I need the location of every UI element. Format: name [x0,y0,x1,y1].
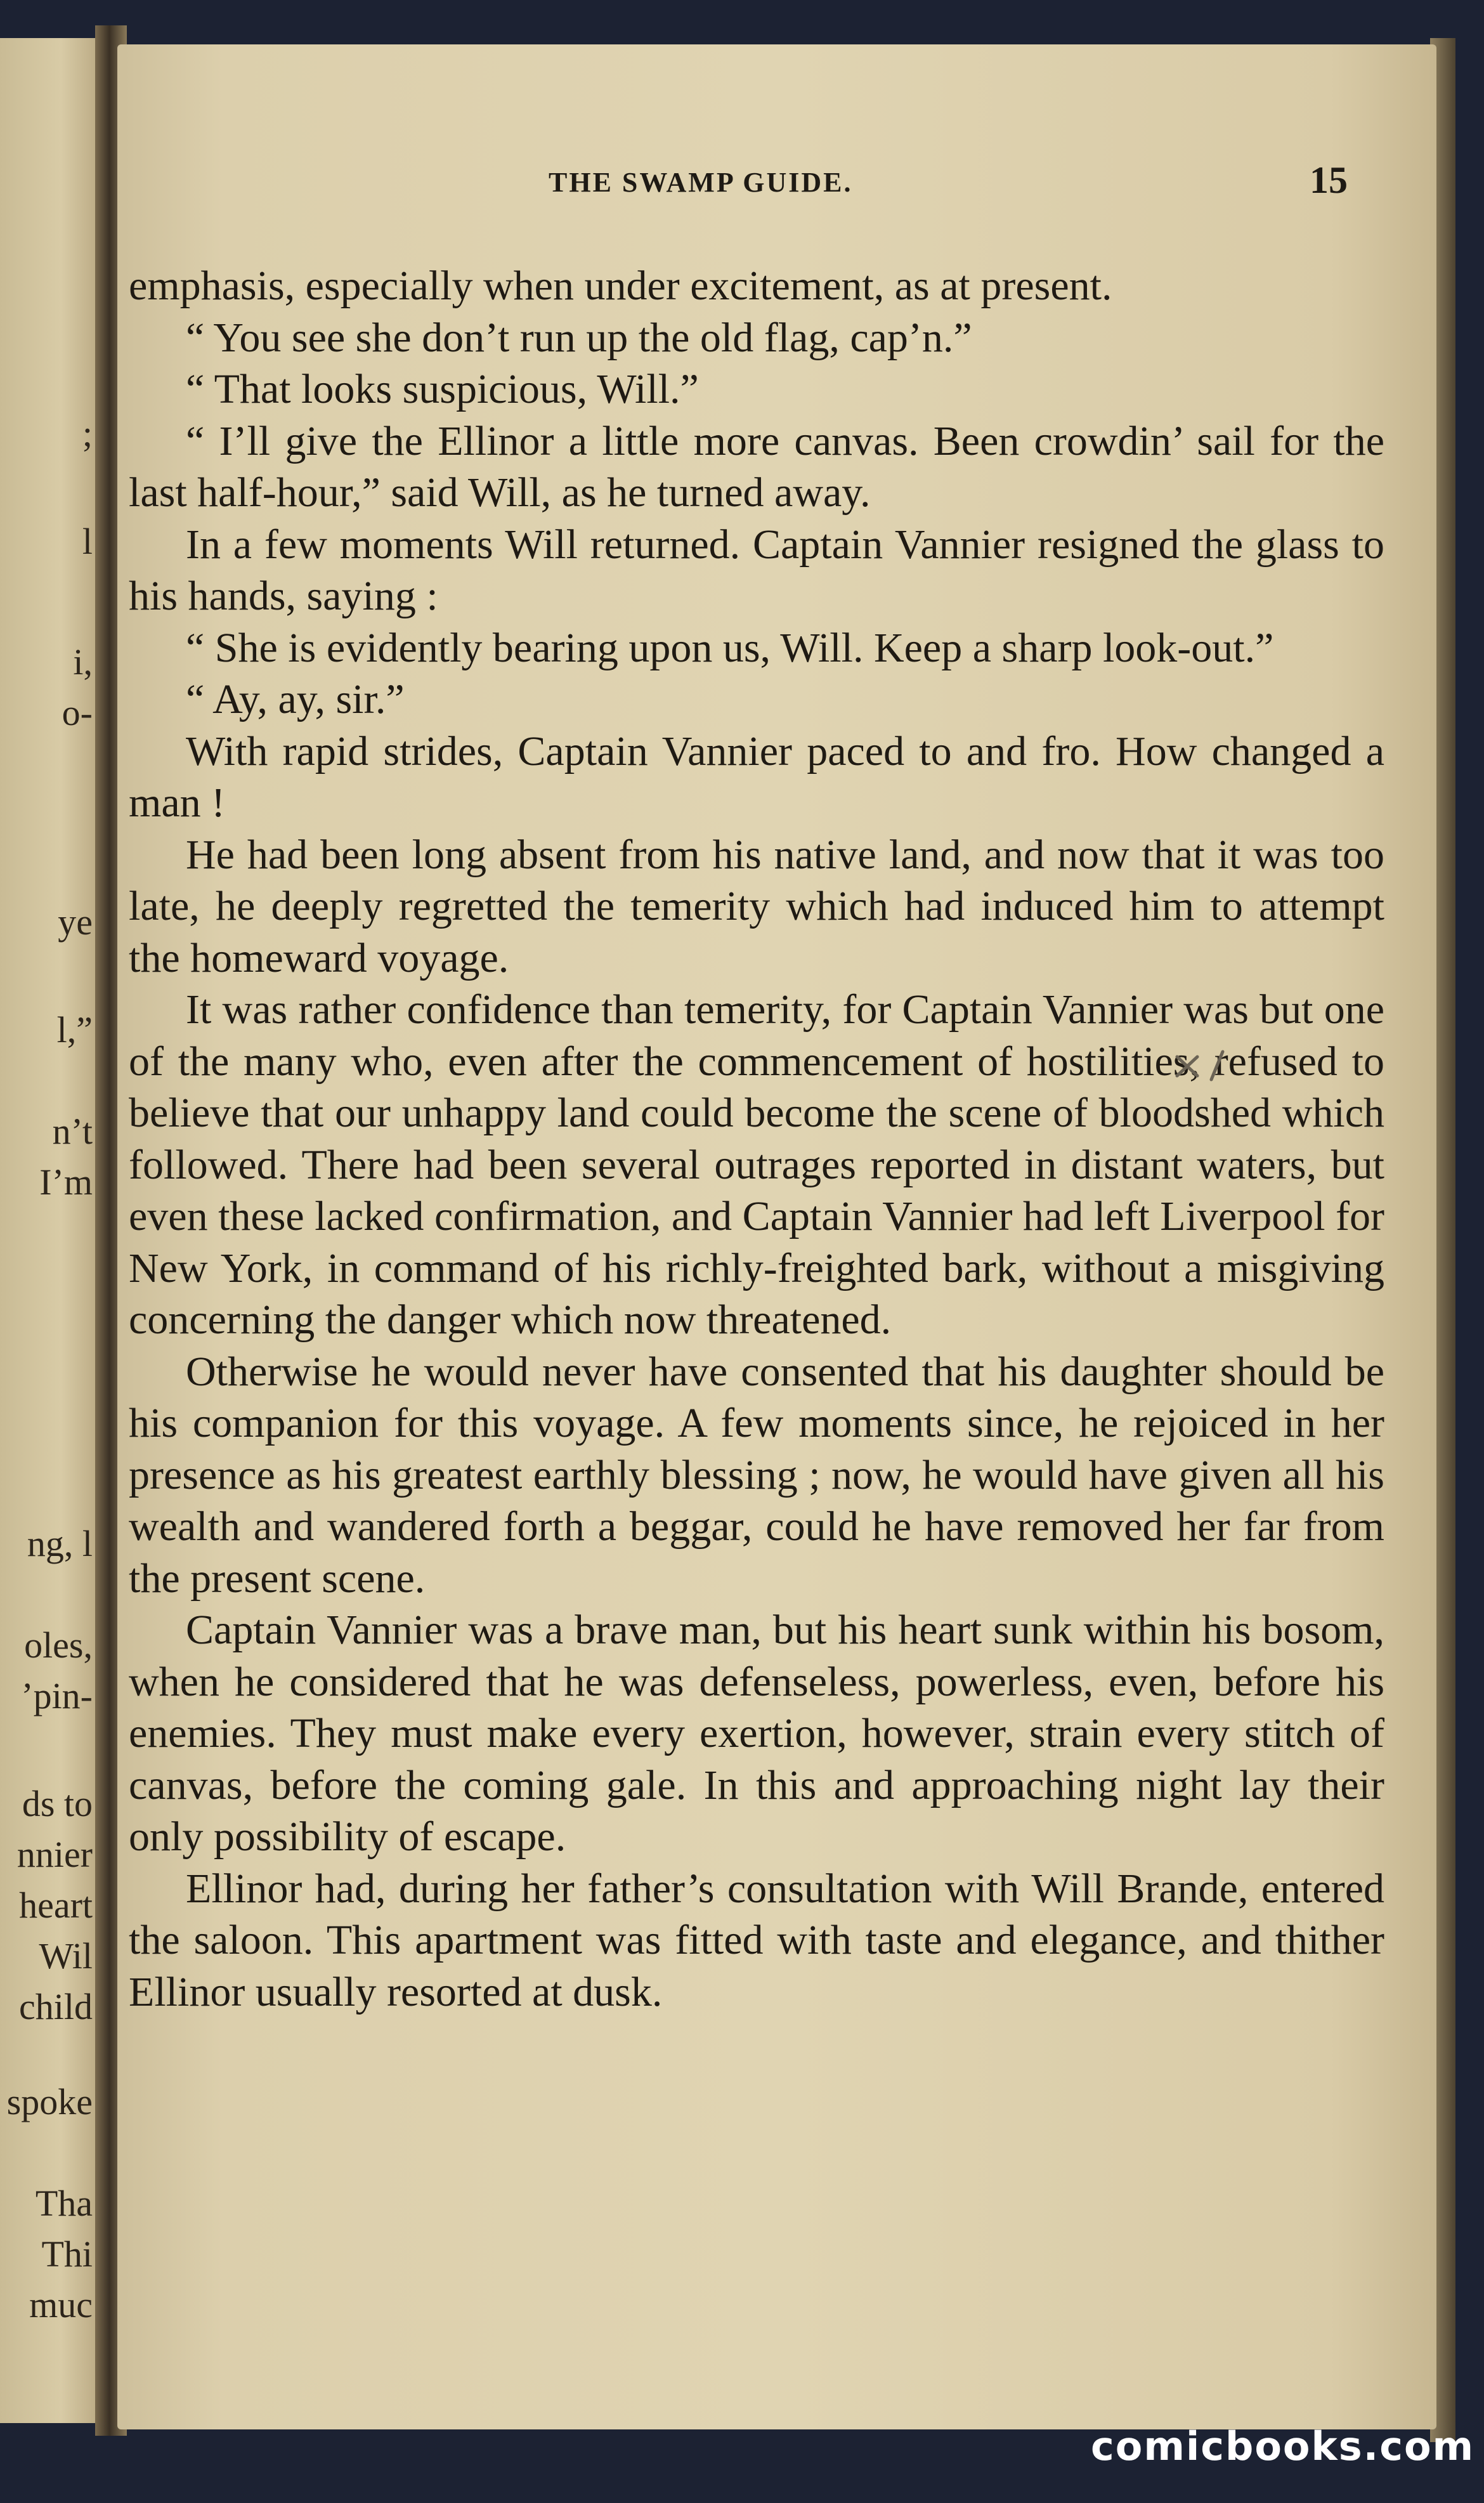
left-page-fragment: child [19,1986,93,2027]
paragraph: “ That looks suspicious, Will.” [186,366,699,412]
paragraph: He had been long absent from his native land, and now that it was too late, he deeply regretted the temerity which had induced him to attempt the homeward voyage. [129,831,1384,981]
left-page-fragment: l,” [56,1009,93,1050]
left-page-fragment: ng, l [27,1523,93,1564]
left-page-fragment: nnier [16,1834,93,1875]
left-page-fragment: o- [62,692,93,733]
paragraph: Captain Vannier was a brave man, but his heart sunk within his bosom, when he considered that he was defenseless, powerless, even, before his enemies. They must make every exertion, however, strain every stitch of canvas, before the coming gale. In this and approaching night lay their only possibility of escape. [129,1607,1384,1860]
left-facing-page [0,38,101,2423]
paragraph: Otherwise he would never have consented that his daughter should be his companion for this voyage. A few moments since, he rejoiced in her presence as his greatest earthly blessing ; now, he would have given all his wealth and wandered forth a beggar, could he have removed her far from the present scene. [129,1348,1384,1602]
left-page-fragment: I’m [39,1161,93,1203]
body-text [129,260,1384,2018]
left-page-fragment: spoke [6,2081,93,2122]
pencil-mark-icon [1172,1048,1229,1083]
left-page-fragment: ; [82,413,93,454]
paragraph: Ellinor had, during her father’s consultation with Will Brande, entered the saloon. This apartment was fitted with taste and elegance, and thither Ellinor usually resorted at dusk. [129,1865,1384,2015]
left-page-fragment: n’t [52,1111,93,1152]
left-page-fragment: Tha [35,2183,93,2224]
left-page-fragment: ye [58,901,93,943]
paragraph: emphasis, especially when under excitement, as at present. [129,263,1112,309]
running-head-title: THE SWAMP GUIDE. [549,167,853,198]
left-page-fragment: oles, [24,1624,93,1666]
left-page-fragment: l [82,521,93,562]
left-page-fragment: Thi [41,2233,93,2275]
watermark: comicbooks.com [1091,2423,1475,2469]
paragraph: In a few moments Will returned. Captain Vannier resigned the glass to his hands, saying : [129,521,1384,619]
left-page-fragment: ’pin- [21,1675,93,1716]
page-number: 15 [1310,159,1348,201]
paragraph: “ You see she don’t run up the old flag, cap’n.” [186,314,972,361]
paragraph: “ Ay, ay, sir.” [186,676,405,722]
paragraph: With rapid strides, Captain Vannier paced to and fro. How changed a man ! [129,728,1384,826]
paragraph: It was rather confidence than temerity, for Captain Vannier was but one of the many who, even after the commencement of hostilities, refused to believe that our unhappy land could become the scene of bloodshed which followed. There had been several outrages reported in distant waters, but even these lacked confirmation, and Captain Vannier had left Liverpool for New York, in command of his richly-freighted bark, without a misgiving concerning the danger which now threatened. [129,986,1384,1343]
left-page-fragment: ds to [22,1783,93,1824]
book-page [117,44,1436,2429]
left-page-fragment: Wil [39,1935,93,1977]
left-page-fragment: muc [29,2284,93,2325]
left-page-fragment: heart [19,1885,93,1926]
left-page-fragment: i, [73,641,93,683]
paragraph: “ She is evidently bearing upon us, Will. Keep a sharp look-out.” [186,624,1274,671]
paragraph: “ I’ll give the Ellinor a little more canvas. Been crowdin’ sail for the last half-hour,” said Will, as he turned away. [129,417,1384,516]
